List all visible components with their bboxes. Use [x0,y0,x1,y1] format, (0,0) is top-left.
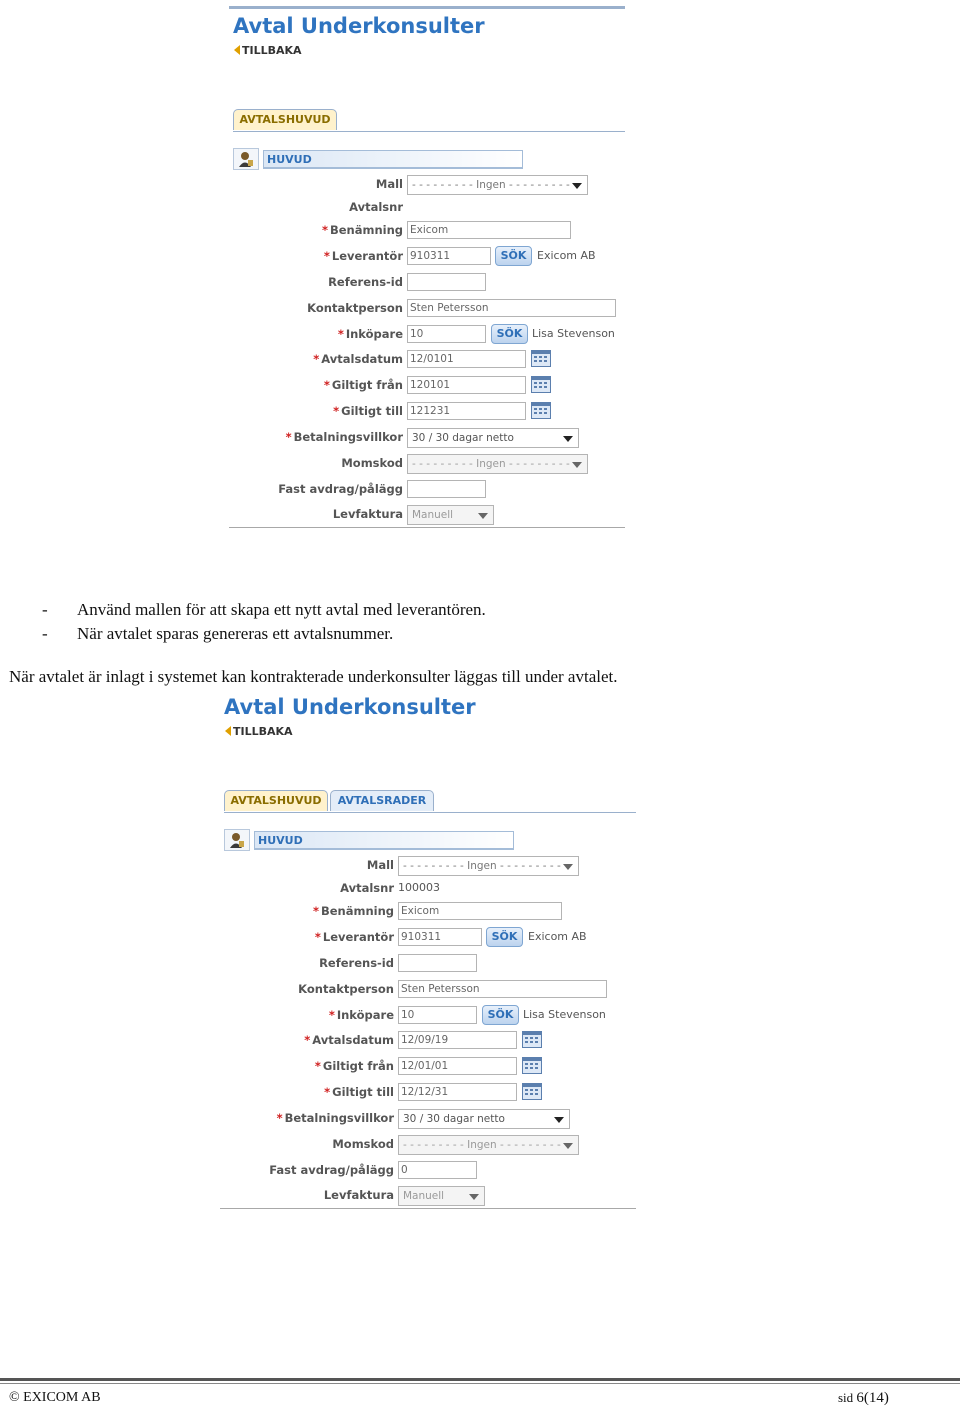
required-star-icon: * [312,904,319,918]
kontakt-input[interactable]: Sten Petersson [398,980,607,998]
required-star-icon: * [323,378,330,392]
leverantor-input[interactable]: 910311 [398,928,482,946]
giltigt-fran-label [324,378,403,392]
avtalsdatum-input[interactable]: 12/0101 [407,350,526,368]
leverantor-search-button[interactable]: SÖK [486,927,523,947]
benamning-label [313,904,394,918]
chevron-down-icon [572,462,582,468]
avtalsnr-label: Avtalsnr [349,200,403,214]
row-levfaktura [220,1184,636,1208]
mall-value: - - - - - - - - - Ingen - - - - - - - - - [412,179,570,191]
inkopare-search-button[interactable]: SÖK [482,1005,519,1025]
inkopare-search-button[interactable]: SÖK [491,324,528,344]
referens-input[interactable] [398,954,477,972]
row-kontakt [229,297,625,321]
momskod-value: - - - - - - - - - Ingen - - - - - - - - - [403,1139,561,1151]
levfaktura-select[interactable] [398,1186,485,1206]
levfaktura-value: Manuell [403,1190,445,1202]
row-referens [229,271,625,295]
tab-bar [224,790,636,813]
required-star-icon: * [328,1008,335,1022]
momskod-select[interactable] [398,1135,579,1155]
row-giltigt-till [220,1081,636,1105]
top-border [229,6,625,9]
calendar-icon[interactable] [531,376,551,393]
betalning-select[interactable] [407,428,579,448]
inkopare-label [338,327,403,341]
leverantor-name: Exicom AB [528,930,587,943]
betalning-label-text: Betalningsvillkor [284,1111,394,1125]
bullet-marker: - [42,600,48,619]
back-link[interactable] [225,725,293,738]
required-star-icon: * [337,327,344,341]
kontakt-label: Kontaktperson [298,982,394,996]
section-label: HUVUD [254,831,514,850]
referens-label: Referens-id [328,275,403,289]
back-arrow-icon [225,726,231,736]
referens-label: Referens-id [319,956,394,970]
betalning-label [286,430,403,444]
row-benamning [220,900,636,924]
tab-avtalsrader[interactable]: AVTALSRADER [330,790,434,811]
row-inkopare [220,1004,636,1028]
chevron-down-icon [478,513,488,519]
giltigt-till-label [333,404,403,418]
required-star-icon: * [276,1111,283,1125]
bullet-text: När avtalet sparas genereras ett avtalsnummer. [77,624,394,643]
inkopare-name: Lisa Stevenson [523,1008,606,1021]
mall-label: Mall [366,858,394,872]
bottom-border [220,1208,636,1209]
row-mall [220,854,636,878]
row-momskod [229,452,625,476]
chevron-down-icon [563,864,573,870]
momskod-value: - - - - - - - - - Ingen - - - - - - - - - [412,458,570,470]
calendar-icon[interactable] [522,1057,542,1074]
bullet-marker: - [42,624,48,643]
required-star-icon: * [304,1033,311,1047]
giltigt-till-label-text: Giltigt till [341,404,403,418]
row-inkopare [229,323,625,347]
avtalsdatum-label [313,352,403,366]
row-referens [220,952,636,976]
footer-rule-thin [0,1383,960,1384]
leverantor-label-text: Leverantör [322,930,394,944]
page-number: 6(14) [856,1390,889,1406]
section-label: HUVUD [263,150,523,169]
leverantor-search-button[interactable]: SÖK [495,246,532,266]
inkopare-name: Lisa Stevenson [532,327,615,340]
avtalsdatum-label-text: Avtalsdatum [312,1033,394,1047]
page-prefix: sid [838,1390,854,1405]
inkopare-label [329,1008,394,1022]
tab-avtalshuvud[interactable]: AVTALSHUVUD [224,790,328,811]
required-star-icon: * [314,930,321,944]
avtalsdatum-label [304,1033,394,1047]
calendar-icon[interactable] [522,1083,542,1100]
bullet-text: Använd mallen för att skapa ett nytt avtal med leverantören. [77,600,486,619]
page-title: Avtal Underkonsulter [224,695,476,719]
back-link-label: TILLBAKA [242,44,302,57]
leverantor-name: Exicom AB [537,249,596,262]
required-star-icon: * [324,1085,331,1099]
momskod-label: Momskod [341,456,403,470]
back-link[interactable] [234,44,302,57]
benamning-label-text: Benämning [329,223,403,237]
back-arrow-icon [234,45,240,55]
momskod-label: Momskod [332,1137,394,1151]
leverantor-label [315,930,394,944]
calendar-icon[interactable] [531,402,551,419]
footer-page-number [838,1390,889,1407]
body-paragraph: När avtalet är inlagt i systemet kan kontrakterade underkonsulter läggas till under avtalet. [9,667,618,686]
avtalsdatum-label-text: Avtalsdatum [321,352,403,366]
calendar-icon[interactable] [522,1031,542,1048]
required-star-icon: * [314,1059,321,1073]
benamning-input[interactable]: Exicom [398,902,562,920]
row-leverantor [220,926,636,950]
row-giltigt-till [229,400,625,424]
row-avtalsdatum [220,1029,636,1053]
user-icon [233,148,259,170]
giltigt-till-input[interactable]: 121231 [407,402,526,420]
giltigt-fran-label-text: Giltigt från [322,1059,394,1073]
fast-input[interactable]: 0 [398,1161,477,1179]
row-levfaktura [229,503,625,527]
benamning-input[interactable]: Exicom [407,221,571,239]
row-betalning [220,1107,636,1131]
required-star-icon: * [313,352,320,366]
row-avtalsnr [229,196,625,220]
bottom-border [229,527,625,528]
mall-select[interactable] [407,175,588,195]
fast-label: Fast avdrag/pålägg [269,1163,394,1177]
chevron-down-icon [572,183,582,189]
leverantor-label [324,249,403,263]
betalning-value: 30 / 30 dagar netto [412,432,514,444]
row-avtalsdatum [229,348,625,372]
betalning-select[interactable] [398,1109,570,1129]
betalning-label [277,1111,394,1125]
benamning-label-text: Benämning [320,904,394,918]
avtalsdatum-input[interactable]: 12/09/19 [398,1031,517,1049]
footer-rule [0,1378,960,1381]
leverantor-label-text: Leverantör [331,249,403,263]
giltigt-fran-label-text: Giltigt från [331,378,403,392]
levfaktura-label: Levfaktura [332,507,403,521]
giltigt-till-label [324,1085,394,1099]
chevron-down-icon [563,436,573,442]
mall-value: - - - - - - - - - Ingen - - - - - - - - - [403,860,561,872]
fast-label: Fast avdrag/pålägg [278,482,403,496]
required-star-icon: * [333,404,340,418]
tab-avtalshuvud[interactable]: AVTALSHUVUD [233,109,337,130]
momskod-select[interactable] [407,454,588,474]
levfaktura-select[interactable] [407,505,494,525]
betalning-value: 30 / 30 dagar netto [403,1113,505,1125]
row-giltigt-fran [229,374,625,398]
row-avtalsnr [220,877,636,901]
giltigt-fran-input[interactable]: 12/01/01 [398,1057,517,1075]
betalning-label-text: Betalningsvillkor [293,430,403,444]
giltigt-till-input[interactable]: 12/12/31 [398,1083,517,1101]
leverantor-input[interactable]: 910311 [407,247,491,265]
levfaktura-label: Levfaktura [323,1188,394,1202]
row-momskod [220,1133,636,1157]
row-fast [220,1159,636,1183]
mall-label: Mall [375,177,403,191]
user-icon [224,829,250,851]
page-title: Avtal Underkonsulter [233,14,485,38]
inkopare-label-text: Inköpare [336,1008,394,1022]
form-screenshot-1 [229,6,625,528]
avtalsnr-label: Avtalsnr [340,881,394,895]
row-mall [229,173,625,197]
footer-copyright: © EXICOM AB [9,1390,101,1405]
giltigt-fran-input[interactable]: 120101 [407,376,526,394]
giltigt-fran-label [315,1059,394,1073]
fast-input[interactable] [407,480,486,498]
row-betalning [229,426,625,450]
required-star-icon: * [323,249,330,263]
chevron-down-icon [469,1194,479,1200]
inkopare-input[interactable]: 10 [407,325,486,343]
calendar-icon[interactable] [531,350,551,367]
back-link-label: TILLBAKA [233,725,293,738]
required-star-icon: * [285,430,292,444]
row-giltigt-fran [220,1055,636,1079]
chevron-down-icon [563,1143,573,1149]
chevron-down-icon [554,1117,564,1123]
kontakt-input[interactable]: Sten Petersson [407,299,616,317]
form-screenshot-2 [220,687,636,1209]
levfaktura-value: Manuell [412,509,454,521]
inkopare-label-text: Inköpare [345,327,403,341]
mall-select[interactable] [398,856,579,876]
row-kontakt [220,978,636,1002]
row-benamning [229,219,625,243]
row-leverantor [229,245,625,269]
required-star-icon: * [321,223,328,237]
tab-bar [233,109,625,132]
benamning-label [322,223,403,237]
avtalsnr-value: 100003 [398,881,440,894]
referens-input[interactable] [407,273,486,291]
kontakt-label: Kontaktperson [307,301,403,315]
row-fast [229,478,625,502]
giltigt-till-label-text: Giltigt till [332,1085,394,1099]
inkopare-input[interactable]: 10 [398,1006,477,1024]
